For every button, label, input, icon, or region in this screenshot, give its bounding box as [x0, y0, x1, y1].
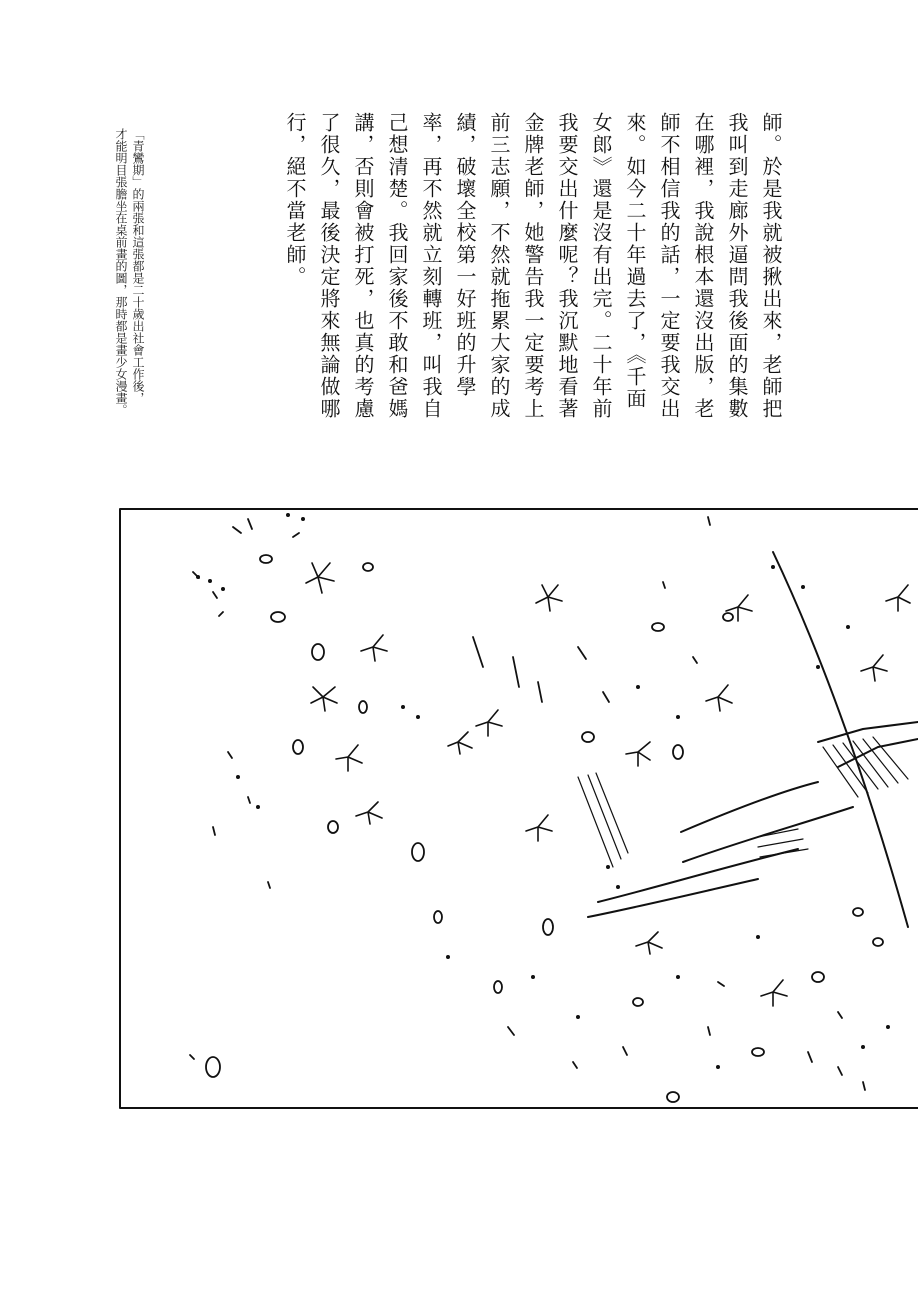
caption-line: 「青鸞期」的兩張和這張都是二十歲出社會工作後， — [131, 128, 145, 404]
article-line: 師。於是我就被揪出來，老師把 — [759, 112, 783, 420]
dash-marks — [190, 517, 865, 1090]
article-line: 己想清楚。我回家後不敢和爸媽 — [385, 112, 409, 420]
curve-line — [773, 552, 908, 927]
blossom-sketches — [306, 563, 910, 1006]
illustration-panel — [118, 507, 918, 1110]
article-line: 在哪裡，我說根本還沒出版，老 — [691, 112, 715, 420]
article-line: 金牌老師，她警告我一定要考上 — [521, 112, 545, 420]
panel-border — [120, 509, 918, 1108]
article-line: 了很久，最後決定將來無論做哪 — [317, 112, 341, 420]
caption-line: 才能明目張膽坐在桌前畫的圖，那時都是畫少女漫畫。 — [114, 128, 128, 416]
branch-strokes — [588, 722, 918, 917]
article-line: 我叫到走廊外逼問我後面的集數 — [725, 112, 749, 420]
article-line: 績，破壞全校第一好班的升學 — [453, 112, 477, 398]
article-line: 師不相信我的話，一定要我交出 — [657, 112, 681, 420]
article-line: 行，絕不當老師。 — [283, 112, 307, 288]
article-line: 率，再不然就立刻轉班，叫我自 — [419, 112, 443, 420]
article-line: 來。如今二十年過去了，《千面 — [623, 112, 647, 410]
article-line: 前三志願，不然就拖累大家的成 — [487, 112, 511, 420]
sketch-illustration — [118, 507, 918, 1110]
article-line: 我要交出什麼呢？我沉默地看著 — [555, 112, 579, 420]
article-line: 女郎》還是沒有出完。二十年前 — [589, 112, 613, 420]
article-line: 講，否則會被打死，也真的考慮 — [351, 112, 375, 420]
article-body — [278, 112, 788, 442]
illustration-caption — [112, 128, 146, 458]
